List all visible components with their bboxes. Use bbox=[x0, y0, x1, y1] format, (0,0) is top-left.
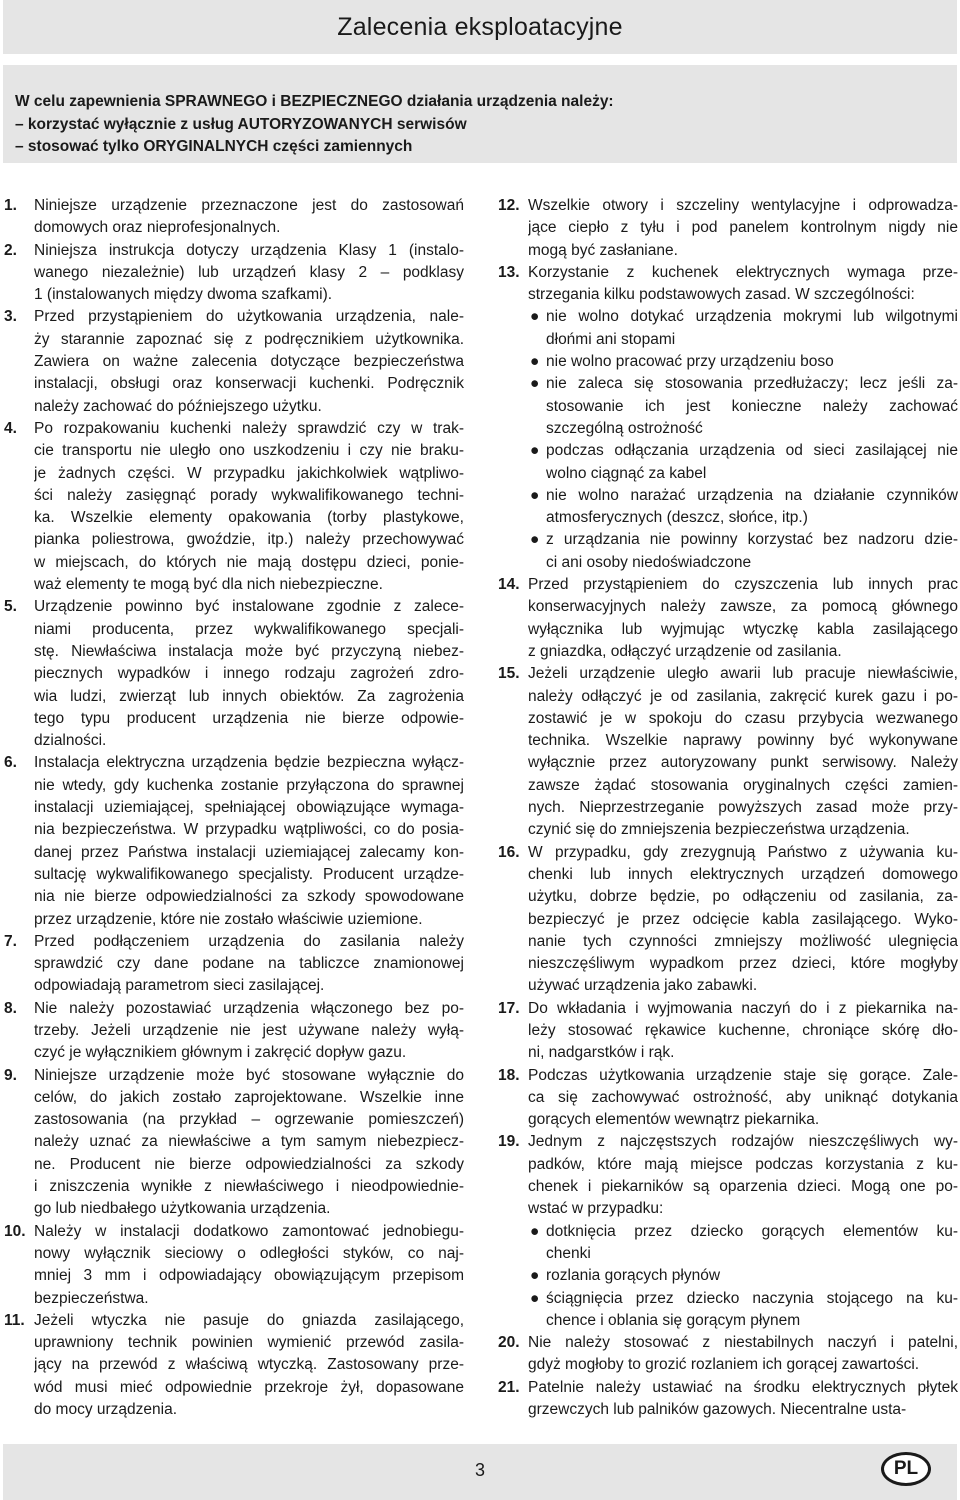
bullet-list bbox=[528, 1221, 958, 1332]
item-number: 5. bbox=[4, 598, 17, 616]
item-text-line: wyłącznika lub wyjmując wtyczkę kabla zasilającego bbox=[528, 620, 958, 638]
item-number: 1. bbox=[4, 197, 17, 214]
item-text-line: waż elementy te mogą być dla nich niebezpieczne. bbox=[34, 576, 383, 594]
item-number: 18. bbox=[498, 1066, 520, 1084]
page-footer bbox=[3, 1444, 957, 1500]
item-text-line: i zniszczenia wynikłe z niewłaściwego i nieodpowiednie- bbox=[34, 1178, 464, 1196]
item-text-line: bezpieczyć je przez odcięcie kabla zasilającego. Wyko- bbox=[528, 910, 958, 928]
item-text-line: piecznych wypadków i innego rodzaju zagrożeń zdro- bbox=[34, 665, 464, 683]
item-text-line: nie wolno dotykać urządzenia mokrymi lub wilgotnymi bbox=[546, 308, 958, 326]
item-text-line: dzialności. bbox=[34, 732, 107, 750]
item-text-line: uprawniony technik powinien wymienić przewód zasila- bbox=[34, 1334, 464, 1352]
item-text-line: danej przez Państwa instalacji uziemiającej zalecamy kon- bbox=[34, 843, 464, 861]
item-text-line: nowy wyłącznik sieciowy o odległości styków, co naj- bbox=[34, 1244, 464, 1262]
item-number: 4. bbox=[4, 419, 17, 437]
item-text-line: Po rozpakowaniu kuchenki należy sprawdzić czy w trak- bbox=[34, 419, 464, 437]
item-text-line: Jednym z najczęstszych rodzajów nieszczęśliwych wy- bbox=[528, 1133, 958, 1151]
instruction-item bbox=[4, 998, 464, 1065]
item-text-line: cie transportu nie uległo ono uszkodzeniu i czy nie braku- bbox=[34, 442, 464, 460]
item-text-line: ży starannie zapoznać się z podręcznikiem użytkownika. bbox=[34, 330, 464, 348]
instruction-item bbox=[498, 842, 958, 998]
bullet-dot-icon: ● bbox=[530, 1267, 540, 1285]
item-text-line: chence i oblania się gorącym płynem bbox=[546, 1311, 801, 1329]
instruction-item bbox=[498, 1377, 958, 1422]
item-text-line: Przed przystąpieniem do czyszczenia lub innych prac bbox=[528, 576, 958, 594]
item-text-line: ści należy zasięgnąć porady wykwalifikowanego techni- bbox=[34, 486, 464, 504]
item-text-line: domowych oraz nieprofesjonalnych. bbox=[34, 219, 281, 237]
item-number: 14. bbox=[498, 576, 520, 594]
instruction-item bbox=[4, 306, 464, 417]
bullet-dot-icon: ● bbox=[530, 1222, 540, 1240]
item-text-line: atmosferycznych (deszcz, słońce, itp.) bbox=[546, 509, 808, 527]
item-text-line: 1 (instalowanych między dwoma szafkami). bbox=[34, 286, 333, 304]
bullet-item bbox=[528, 373, 958, 440]
item-text-line: celów, do jakich zostało zaprojektowane. Wszelkie inne bbox=[34, 1088, 464, 1106]
item-text-line: chenki lub innych elektrycznych urządzeń domowego bbox=[528, 865, 958, 883]
item-text-line: tego typu producent urządzenia nie bierze odpowie- bbox=[34, 709, 464, 727]
instruction-item bbox=[498, 1131, 958, 1332]
item-number: 19. bbox=[498, 1133, 520, 1151]
instruction-item bbox=[4, 931, 464, 998]
item-text-line: Przed podłączeniem urządzenia do zasilania należy bbox=[34, 932, 464, 950]
bullet-item bbox=[528, 1221, 958, 1266]
item-text-line: Nie należy pozostawiać urządzenia włączonego bez po- bbox=[34, 999, 464, 1017]
bullet-dot-icon: ● bbox=[530, 531, 540, 549]
item-text-line: technika. Wszelkie naprawy powinny być wykonywane bbox=[528, 732, 958, 750]
bullet-dot-icon: ● bbox=[530, 308, 540, 326]
bullet-item bbox=[528, 440, 958, 485]
item-text-line: nych. Nieprzestrzeganie powyższych zasad może przy- bbox=[528, 799, 958, 817]
item-text-line: użytku, dobrze będzie, po odłączeniu od zasilania, za- bbox=[528, 888, 958, 906]
item-text-line: wanego niezależnie) lub urządzeń klasy 2 – podklasy bbox=[34, 263, 464, 281]
right-column bbox=[498, 195, 958, 1421]
item-text-line: nanie tych czynności zmniejszy możliwość ulegnięcia bbox=[528, 932, 958, 950]
item-text-line: Korzystanie z kuchenek elektrycznych wymaga prze- bbox=[528, 263, 958, 281]
item-text-line: ściągnięcia przez dziecko naczynia stojącego na ku- bbox=[546, 1289, 958, 1307]
item-text-line: ka. Wszelkie elementy opakowania (torby plastykowe, bbox=[34, 509, 464, 527]
left-column bbox=[4, 195, 464, 1421]
item-text-line: konserwacyjnych należy zawsze, za pomocą głównego bbox=[528, 598, 958, 616]
item-text-line: instalacji uziemiającej, spełniającej obowiązujące wymaga- bbox=[34, 799, 464, 817]
bullet-item bbox=[528, 485, 958, 530]
item-text-line: sprawdzić czy dane podane na tabliczce znamionowej bbox=[34, 955, 464, 973]
item-text-line: wstać w przypadku: bbox=[528, 1200, 664, 1218]
bullet-dot-icon: ● bbox=[530, 486, 540, 504]
instruction-item bbox=[4, 752, 464, 930]
item-number: 20. bbox=[498, 1334, 520, 1352]
notice-line: – stosować tylko ORYGINALNYCH części zamiennych bbox=[15, 138, 413, 155]
item-text-line: Należy w instalacji dodatkowo zamontować jednobiegu- bbox=[34, 1222, 464, 1240]
item-text-line: go lub niedbałego użytkowania urządzenia. bbox=[34, 1200, 331, 1218]
item-text-line: należy zachować do późniejszego użytku. bbox=[34, 397, 322, 415]
item-text-line: zastosowania (na przykład – ogrzewanie pomieszczeń) bbox=[34, 1111, 464, 1129]
item-number: 13. bbox=[498, 263, 520, 281]
item-text-line: je żadnych części. W przypadku jakichkolwiek wątpliwo- bbox=[34, 464, 464, 482]
item-number: 3. bbox=[4, 308, 17, 326]
instruction-item bbox=[4, 596, 464, 752]
item-text-line: trzeby. Jeżeli urządzenie nie jest używane należy wyłą- bbox=[34, 1021, 464, 1039]
item-text-line: bezpieczeństwa. bbox=[34, 1289, 149, 1307]
item-text-line: dotknięcia przez dziecko gorących elementów ku- bbox=[546, 1222, 958, 1240]
item-text-line: nie wolno pracować przy urządzeniu boso bbox=[546, 353, 834, 371]
bullet-dot-icon: ● bbox=[530, 1289, 540, 1307]
item-text-line: pianka poliestrowa, gwoździe, itp.) należy przechowywać bbox=[34, 531, 464, 549]
bullet-item bbox=[528, 529, 958, 574]
item-text-line: Urządzenie powinno być instalowane zgodnie z zalece- bbox=[34, 598, 464, 616]
bullet-list bbox=[528, 306, 958, 574]
item-text-line: nia nie bierze odpowiedzialności za szkody spowodowane bbox=[34, 888, 464, 906]
item-text-line: nie wolno narażać urządzenia na działanie czynników bbox=[546, 486, 958, 504]
item-number: 17. bbox=[498, 999, 520, 1017]
item-text-line: ne. Producent nie bierze odpowiedzialności za szkody bbox=[34, 1155, 464, 1173]
item-text-line: Niniejsze urządzenie może być stosowane wyłącznie do bbox=[34, 1066, 464, 1084]
instruction-item bbox=[4, 1310, 464, 1421]
warning-notice-box bbox=[3, 65, 957, 163]
item-number: 15. bbox=[498, 665, 520, 683]
instruction-item bbox=[498, 663, 958, 841]
item-text-line: wia ludzi, zwierząt lub innych obiektów. Za zagrożenia bbox=[34, 687, 464, 705]
item-text-line: Patelnie należy ustawiać na środku elektrycznych płytek bbox=[528, 1378, 958, 1396]
item-text-line: nia bezpieczeństwa. W przypadku wątpliwości, co do posia- bbox=[34, 821, 464, 839]
item-text-line: odpowiadają parametrom sieci zasilającej. bbox=[34, 977, 325, 995]
item-text-line: czynić się do zmniejszenia bezpieczeństwa urządzenia. bbox=[528, 821, 910, 839]
item-text-line: rozlania gorących płynów bbox=[546, 1267, 721, 1285]
item-text-line: Zawiera on ważne zalecenia dotyczące bezpieczeństwa bbox=[34, 353, 464, 371]
item-text-line: zostawić je w spokoju do czasu przybycia wezwanego bbox=[528, 709, 958, 727]
item-text-line: Niniejsze urządzenie przeznaczone jest do zastosowań bbox=[34, 197, 464, 214]
item-text-line: leży stosować rękawice kuchenne, chroniące skórę dło- bbox=[528, 1021, 958, 1039]
instruction-item bbox=[498, 574, 958, 663]
bullet-item bbox=[528, 1265, 958, 1287]
item-text-line: nieszczęśliwym wypadkom przez dzieci, które mogłyby bbox=[528, 955, 958, 973]
item-text-line: czyć je wyłącznikiem głównym i zakręcić dopływ gazu. bbox=[34, 1044, 407, 1062]
language-badge-icon bbox=[881, 1452, 931, 1486]
item-text-line: wyłącznie przez autoryzowany punkt serwisowy. Należy bbox=[528, 754, 958, 772]
item-text-line: wód musi mieć odpowiednie przekroje żył, dopasowane bbox=[34, 1378, 464, 1396]
item-text-line: jący na przewód z właściwą wtyczką. Zastosowany prze- bbox=[34, 1356, 464, 1374]
item-text-line: wolno ciągnąć za kabel bbox=[546, 464, 707, 482]
item-text-line: nie zaleca się stosowania przedłużaczy; lecz jeśli za- bbox=[546, 375, 958, 393]
item-text-line: strzegania kilku podstawowych zasad. W szczególności: bbox=[528, 286, 915, 304]
instruction-item bbox=[498, 262, 958, 574]
item-number: 6. bbox=[4, 754, 17, 772]
item-text-line: mogą być zasłaniane. bbox=[528, 241, 678, 259]
page-number: 3 bbox=[474, 1460, 485, 1480]
item-text-line: Jeżeli urządzenie uległo awarii lub pracuje niewłaściwie, bbox=[528, 665, 958, 683]
item-text-line: instalacji, obsługi oraz konserwacji kuchenki. Podręcznik bbox=[34, 375, 464, 393]
bullet-item bbox=[528, 351, 958, 373]
instruction-item bbox=[498, 998, 958, 1065]
item-text-line: Do wkładania i wyjmowania naczyń do i z piekarnika na- bbox=[528, 999, 958, 1017]
instruction-item bbox=[498, 1332, 958, 1377]
page-title: Zalecenia eksploatacyjne bbox=[337, 12, 623, 41]
item-text-line: przez urządzenie, które nie zostało właściwie uziemione. bbox=[34, 910, 423, 928]
item-text-line: niami producenta, przez wykwalifikowanego specjali- bbox=[34, 620, 464, 638]
instruction-item bbox=[4, 195, 464, 240]
item-number: 11. bbox=[4, 1311, 25, 1329]
item-text-line: chenki bbox=[546, 1244, 591, 1262]
item-text-line: szczególną ostrożność bbox=[546, 419, 703, 437]
instruction-item bbox=[498, 195, 958, 262]
item-text-line: mniej 3 mm i odpowiadający obowiązującym przepisom bbox=[34, 1267, 464, 1285]
item-text-line: z gniazdka, odłączyć urządzenie od zasilania. bbox=[528, 642, 842, 660]
item-text-line: Niniejsza instrukcja dotyczy urządzenia Klasy 1 (instalo- bbox=[34, 241, 464, 259]
item-text-line: dłońmi ani stopami bbox=[546, 330, 676, 348]
item-text-line: nie wtedy, gdy kuchenka zostanie przyłączona do sprawnej bbox=[34, 776, 464, 794]
instruction-item bbox=[4, 240, 464, 307]
item-number: 8. bbox=[4, 999, 17, 1017]
item-text-line: jące ciepło z tyłu i pod panelem kontrolnym nigdy nie bbox=[528, 219, 958, 237]
instruction-item bbox=[4, 1221, 464, 1310]
instruction-item bbox=[498, 1065, 958, 1132]
item-text-line: gorących elementów wewnątrz piekarnika. bbox=[528, 1111, 820, 1129]
item-text-line: ci ani osoby niedoświadczone bbox=[546, 553, 752, 571]
item-text-line: gdyż mogłoby to grozić rozlaniem ich gorącej zawartości. bbox=[528, 1356, 920, 1374]
item-text-line: do mocy urządzenia. bbox=[34, 1401, 178, 1419]
bullet-item bbox=[528, 1288, 958, 1333]
item-text-line: sultację wykwalifikowanego specjalisty. Producent urządze- bbox=[34, 865, 464, 883]
language-badge-label: PL bbox=[893, 1458, 919, 1479]
instruction-item bbox=[4, 1065, 464, 1221]
item-text-line: W przypadku, gdy zrezygnują Państwo z używania ku- bbox=[528, 843, 958, 861]
item-text-line: należy uznać za niewłaściwe a tym samym niebezpiecz- bbox=[34, 1133, 464, 1151]
item-text-line: stosowanie ich jest konieczne należy zachować bbox=[546, 397, 958, 415]
item-text-line: ni, nadgarstków i rąk. bbox=[528, 1044, 675, 1062]
bullet-dot-icon: ● bbox=[530, 442, 540, 460]
item-text-line: Instalacja elektryczna urządzenia będzie bezpieczna wyłącz- bbox=[34, 754, 464, 772]
item-text-line: podczas odłączania urządzenia od sieci zasilającej nie bbox=[546, 442, 958, 460]
item-text-line: zawsze żądać stosowania oryginalnych części zamien- bbox=[528, 776, 958, 794]
item-number: 21. bbox=[498, 1378, 520, 1396]
item-number: 9. bbox=[4, 1066, 17, 1084]
item-number: 7. bbox=[4, 932, 17, 950]
bullet-dot-icon: ● bbox=[530, 375, 540, 393]
item-text-line: w miejscach, do których nie mają dostępu dzieci, ponie- bbox=[34, 553, 464, 571]
item-text-line: Wszelkie otwory i szczeliny wentylacyjne i odprowadza- bbox=[528, 197, 958, 214]
item-text-line: Podczas użytkowania urządzenie staje się gorące. Zale- bbox=[528, 1066, 958, 1084]
item-number: 12. bbox=[498, 197, 520, 214]
item-text-line: używać urządzenia jako zabawki. bbox=[528, 977, 758, 995]
bullet-dot-icon: ● bbox=[530, 353, 540, 371]
item-text-line: należy odłączyć je od zasilania, zakręcić kurek gazu i po- bbox=[528, 687, 958, 705]
item-text-line: z urządzania nie powinny korzystać bez nadzoru dzie- bbox=[546, 531, 958, 549]
bullet-item bbox=[528, 306, 958, 351]
item-text-line: Nie należy stosować z niestabilnych naczyń i patelni, bbox=[528, 1334, 958, 1352]
item-text-line: Jeżeli wtyczka nie pasuje do gniazda zasilającego, bbox=[34, 1311, 464, 1329]
item-text-line: Przed przystąpieniem do użytkowania urządzenia, nale- bbox=[34, 308, 464, 326]
item-text-line: ca się zachowywać ostrożność, aby uniknąć dotykania bbox=[528, 1088, 958, 1106]
item-number: 16. bbox=[498, 843, 520, 861]
title-bar bbox=[3, 0, 957, 54]
instruction-item bbox=[4, 418, 464, 596]
item-number: 10. bbox=[4, 1222, 26, 1240]
item-text-line: padków, które mają miejsce podczas korzystania z ku- bbox=[528, 1155, 958, 1173]
item-text-line: stę. Niewłaściwa instalacja może być przyczyną niebez- bbox=[34, 642, 464, 660]
item-text-line: grzewczych lub palników gazowych. Niecentralne usta- bbox=[528, 1401, 907, 1419]
notice-line: – korzystać wyłącznie z usług AUTORYZOWANYCH serwisów bbox=[15, 115, 467, 133]
notice-line: W celu zapewnienia SPRAWNEGO i BEZPIECZNEGO działania urządzenia należy: bbox=[15, 93, 614, 110]
item-number: 2. bbox=[4, 241, 17, 259]
item-text-line: chenek i piekarników są oparzenia dzieci. Mogą one po- bbox=[528, 1178, 958, 1196]
